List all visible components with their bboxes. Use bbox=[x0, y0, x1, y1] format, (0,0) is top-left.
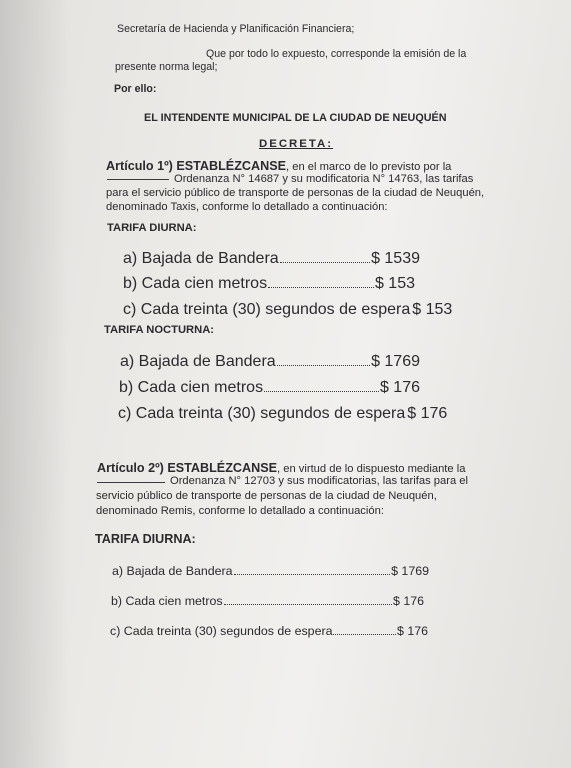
art1-heading: Artículo 1º) ESTABLÉZCANSE bbox=[106, 159, 286, 173]
art2-rule bbox=[97, 482, 165, 483]
art1-rule bbox=[107, 179, 169, 180]
art2-line-1 bbox=[97, 461, 465, 476]
item-value: $ 1769 bbox=[391, 564, 429, 578]
leader-dots bbox=[234, 573, 391, 575]
art2-line-3: servicio público de transporte de personas de la ciudad de Neuquén, bbox=[96, 490, 437, 502]
item-label: a) Bajada de Bandera bbox=[112, 564, 233, 578]
art1-diurna-title: TARIFA DIURNA: bbox=[107, 222, 197, 234]
art1-line-4: denominado Taxis, conforme lo detallado a continuación: bbox=[106, 201, 388, 213]
leader-dots bbox=[333, 633, 396, 635]
item-value: $ 1539 bbox=[371, 250, 420, 267]
header-line-3: presente norma legal; bbox=[115, 61, 218, 73]
item-label: c) Cada treinta (30) segundos de espera bbox=[110, 624, 333, 638]
item-label: a) Bajada de Bandera bbox=[123, 250, 279, 267]
item-value: $ 153 bbox=[412, 301, 453, 318]
header-line-1: Secretaría de Hacienda y Planificación Financiera; bbox=[117, 23, 355, 35]
art1-diurna-item-b bbox=[123, 275, 415, 293]
leader-dots bbox=[264, 390, 379, 392]
art2-diurna-item-a bbox=[112, 564, 429, 579]
art1-nocturna-item-a bbox=[120, 353, 420, 371]
leader-dots bbox=[224, 603, 392, 605]
item-label: b) Cada cien metros bbox=[123, 275, 268, 292]
authority-title: EL INTENDENTE MUNICIPAL DE LA CIUDAD DE NEUQUÉN bbox=[144, 112, 447, 124]
item-value: $ 176 bbox=[407, 405, 448, 422]
art1-nocturna-item-c bbox=[118, 405, 448, 423]
art2-line-1-rest: , en virtud de lo dispuesto mediante la bbox=[277, 463, 466, 475]
item-value: $ 153 bbox=[374, 275, 415, 292]
item-label: c) Cada treinta (30) segundos de espera bbox=[118, 405, 406, 422]
header-line-2: Que por todo lo expuesto, corresponde la emisión de la bbox=[206, 48, 467, 60]
art2-diurna-item-c bbox=[110, 624, 428, 639]
item-value: $ 176 bbox=[392, 594, 424, 608]
item-value: $ 176 bbox=[396, 624, 428, 638]
art2-diurna-title: TARIFA DIURNA: bbox=[95, 532, 196, 546]
item-label: a) Bajada de Bandera bbox=[120, 353, 276, 370]
art1-diurna-item-c bbox=[123, 301, 453, 319]
leader-dots bbox=[268, 286, 374, 288]
leader-dots bbox=[277, 364, 370, 366]
art1-nocturna-item-b bbox=[119, 379, 420, 397]
item-label: b) Cada cien metros bbox=[111, 594, 223, 608]
art1-nocturna-title: TARIFA NOCTURNA: bbox=[104, 324, 214, 336]
art1-line-2: Ordenanza N° 14687 y su modificatoria N° 14763, las tarifas bbox=[174, 173, 474, 185]
art1-diurna-item-a bbox=[123, 250, 420, 268]
decreta-heading: DECRETA: bbox=[259, 138, 334, 150]
art2-heading: Artículo 2º) ESTABLÉZCANSE bbox=[97, 461, 277, 475]
leader-dots bbox=[280, 261, 370, 263]
art1-line-3: para el servicio público de transporte de personas de la ciudad de Neuquén, bbox=[106, 187, 485, 199]
art2-diurna-item-b bbox=[111, 594, 424, 609]
art2-line-4: denominado Remis, conforme lo detallado a continuación: bbox=[96, 505, 384, 517]
por-ello: Por ello: bbox=[114, 83, 157, 95]
art2-line-2: Ordenanza N° 12703 y sus modificatorias, las tarifas para el bbox=[170, 475, 468, 487]
item-label: b) Cada cien metros bbox=[119, 379, 264, 396]
art1-line-1-rest: , en el marco de lo previsto por la bbox=[286, 161, 452, 173]
item-label: c) Cada treinta (30) segundos de espera bbox=[123, 301, 411, 318]
page-shadow bbox=[0, 0, 70, 768]
item-value: $ 176 bbox=[379, 379, 420, 396]
art1-line-1 bbox=[106, 159, 451, 174]
item-value: $ 1769 bbox=[371, 353, 420, 370]
